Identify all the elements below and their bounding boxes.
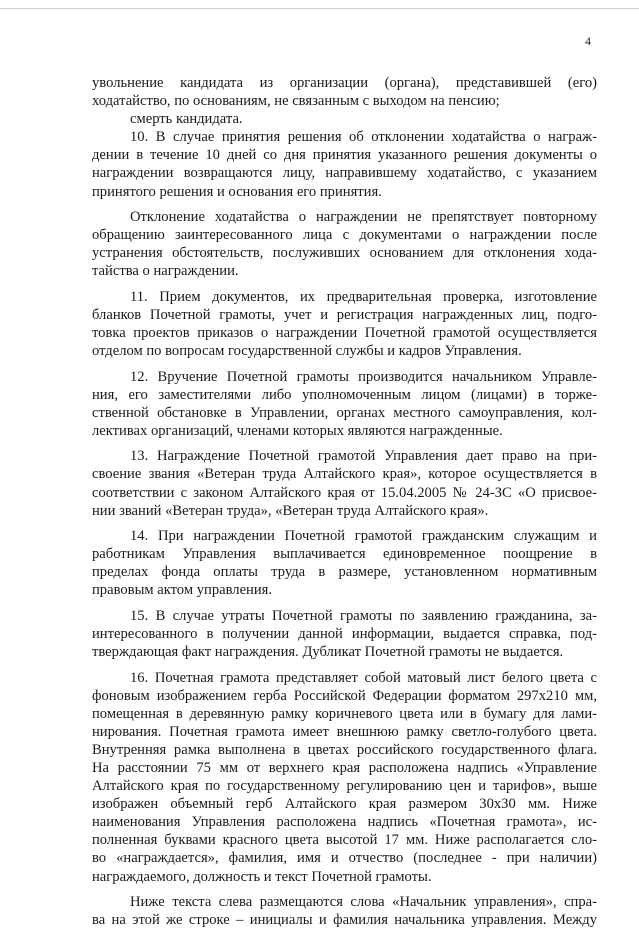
text-line: товка проектов приказов о награждении Почетной грамотой осуществляется	[92, 325, 597, 341]
paragraph	[92, 368, 597, 440]
text-line: правовым актом управления.	[92, 582, 273, 599]
paragraph-spacing	[92, 360, 597, 367]
text-line: 11. Прием документов, их предварительная проверка, изготовление	[130, 288, 597, 305]
text-line: 12. Вручение Почетной грамоты производится начальником Управле-	[130, 368, 597, 385]
paragraph	[92, 527, 597, 599]
paragraph-spacing	[92, 280, 597, 287]
paragraph	[92, 288, 597, 360]
paragraph	[92, 128, 597, 200]
paragraph-spacing	[92, 599, 597, 606]
text-line: На расстоянии 75 мм от верхнего края расположена надпись «Управление	[92, 760, 597, 777]
paragraph	[92, 893, 597, 929]
paragraph	[92, 669, 597, 886]
text-line: изображен объемный герб Алтайского края размером 30х30 мм. Ниже	[92, 796, 597, 813]
text-line: устранения обстоятельств, послуживших основанием для отклонения хода-	[92, 245, 597, 262]
text-line: пределах фонда оплаты труда в размере, установленном нормативным	[92, 564, 597, 581]
text-line: фоновым изображением герба Российской Федерации форматом 297х210 мм,	[92, 687, 597, 704]
text-line: Внутренняя рамка выполнена в цветах российского государственного флага.	[92, 741, 597, 758]
text-line: тайства о награждении.	[92, 263, 239, 280]
paragraph-spacing	[92, 201, 597, 208]
text-line: награждении возвращаются лицу, направившему ходатайство, с указанием	[92, 165, 597, 182]
paragraph-spacing	[92, 440, 597, 447]
text-line: Отклонение ходатайства о награждении не препятствует повторному	[130, 209, 597, 226]
text-line: нирования. Почетная грамота имеет внешнюю рамку светло-голубого цвета.	[92, 723, 597, 740]
text-line: дении в течение 10 дней со дня принятия указанного решения документы о	[92, 147, 597, 164]
text-line: соответствии с законом Алтайского края от 15.04.2005 № 24-ЗС «О присвое-	[92, 484, 597, 501]
text-line: 16. Почетная грамота представляет собой матовый лист белого цвета с	[130, 669, 597, 686]
paragraph	[92, 74, 597, 110]
text-line: во «награждается», фамилия, имя и отчество (последнее - при наличии)	[92, 850, 597, 867]
text-line: Алтайского края по государственному регулированию цен и тарифов», выше	[92, 778, 597, 795]
text-line: ходатайство, по основаниям, не связанным с выходом на пенсию;	[92, 93, 500, 110]
text-line: отделом по вопросам государственной службы и кадров Управления.	[92, 343, 522, 360]
paragraph-spacing	[92, 886, 597, 893]
text-line: 15. В случае утраты Почетной грамоты по заявлению гражданина, за-	[130, 607, 597, 624]
page-number: 4	[585, 34, 591, 48]
paragraph-spacing	[92, 661, 597, 668]
document-body	[92, 74, 597, 929]
scan-edge-line	[0, 8, 639, 9]
paragraph	[92, 447, 597, 519]
text-line: бланков Почетной грамоты, учет и регистрация награжденных лиц, подго-	[92, 306, 597, 323]
text-line: 10. В случае принятия решения об отклонении ходатайства о награж-	[130, 129, 597, 146]
text-line: 13. Награждение Почетной грамотой Управления дает право на при-	[130, 448, 597, 465]
text-line: ственной обстановке в Управлении, органах местного самоуправления, кол-	[92, 404, 597, 421]
text-line: лективах организаций, членами которых являются награжденные.	[92, 422, 503, 439]
text-line: тверждающая факт награждения. Дубликат Почетной грамоты не выдается.	[92, 644, 564, 661]
paragraph	[92, 110, 597, 128]
text-line: полненная буквами красного цвета высотой 17 мм. Ниже располагается сло-	[92, 832, 597, 849]
text-line: своение звания «Ветеран труда Алтайского края», которое осуществляется в	[92, 466, 597, 483]
text-line: помещенная в деревянную рамку коричневого цвета или в бумагу для лами-	[92, 705, 597, 722]
text-line: увольнение кандидата из организации (органа), представившей (его)	[92, 75, 597, 91]
text-line: ния, его заместителями либо уполномоченным лицом (лицами) в торже-	[92, 386, 597, 403]
text-line: принятого решения и основания его принятия.	[92, 183, 382, 200]
text-line: награждаемого, должность и текст Почетной грамоты.	[92, 868, 432, 885]
text-line: ва на этой же строке – инициалы и фамилия начальника управления. Между	[92, 912, 597, 929]
text-line: обращению заинтересованного лица с документами о награждении после	[92, 227, 597, 244]
text-line: 14. При награждении Почетной грамотой гражданским служащим и	[130, 528, 597, 545]
paragraph-spacing	[92, 520, 597, 527]
text-line: смерть кандидата.	[130, 111, 243, 128]
text-line: наименования Управления расположена надпись «Почетная грамота», ис-	[92, 814, 597, 831]
text-line: нии званий «Ветеран труда», «Ветеран труда Алтайского края».	[92, 502, 489, 519]
text-line: Ниже текста слева размещаются слова «Начальник управления», спра-	[130, 894, 597, 911]
text-line: работникам Управления выплачивается единовременное поощрение в	[92, 546, 597, 563]
paragraph	[92, 208, 597, 280]
paragraph	[92, 607, 597, 661]
text-line: интересованного в получении данной информации, выдается справка, под-	[92, 625, 597, 642]
